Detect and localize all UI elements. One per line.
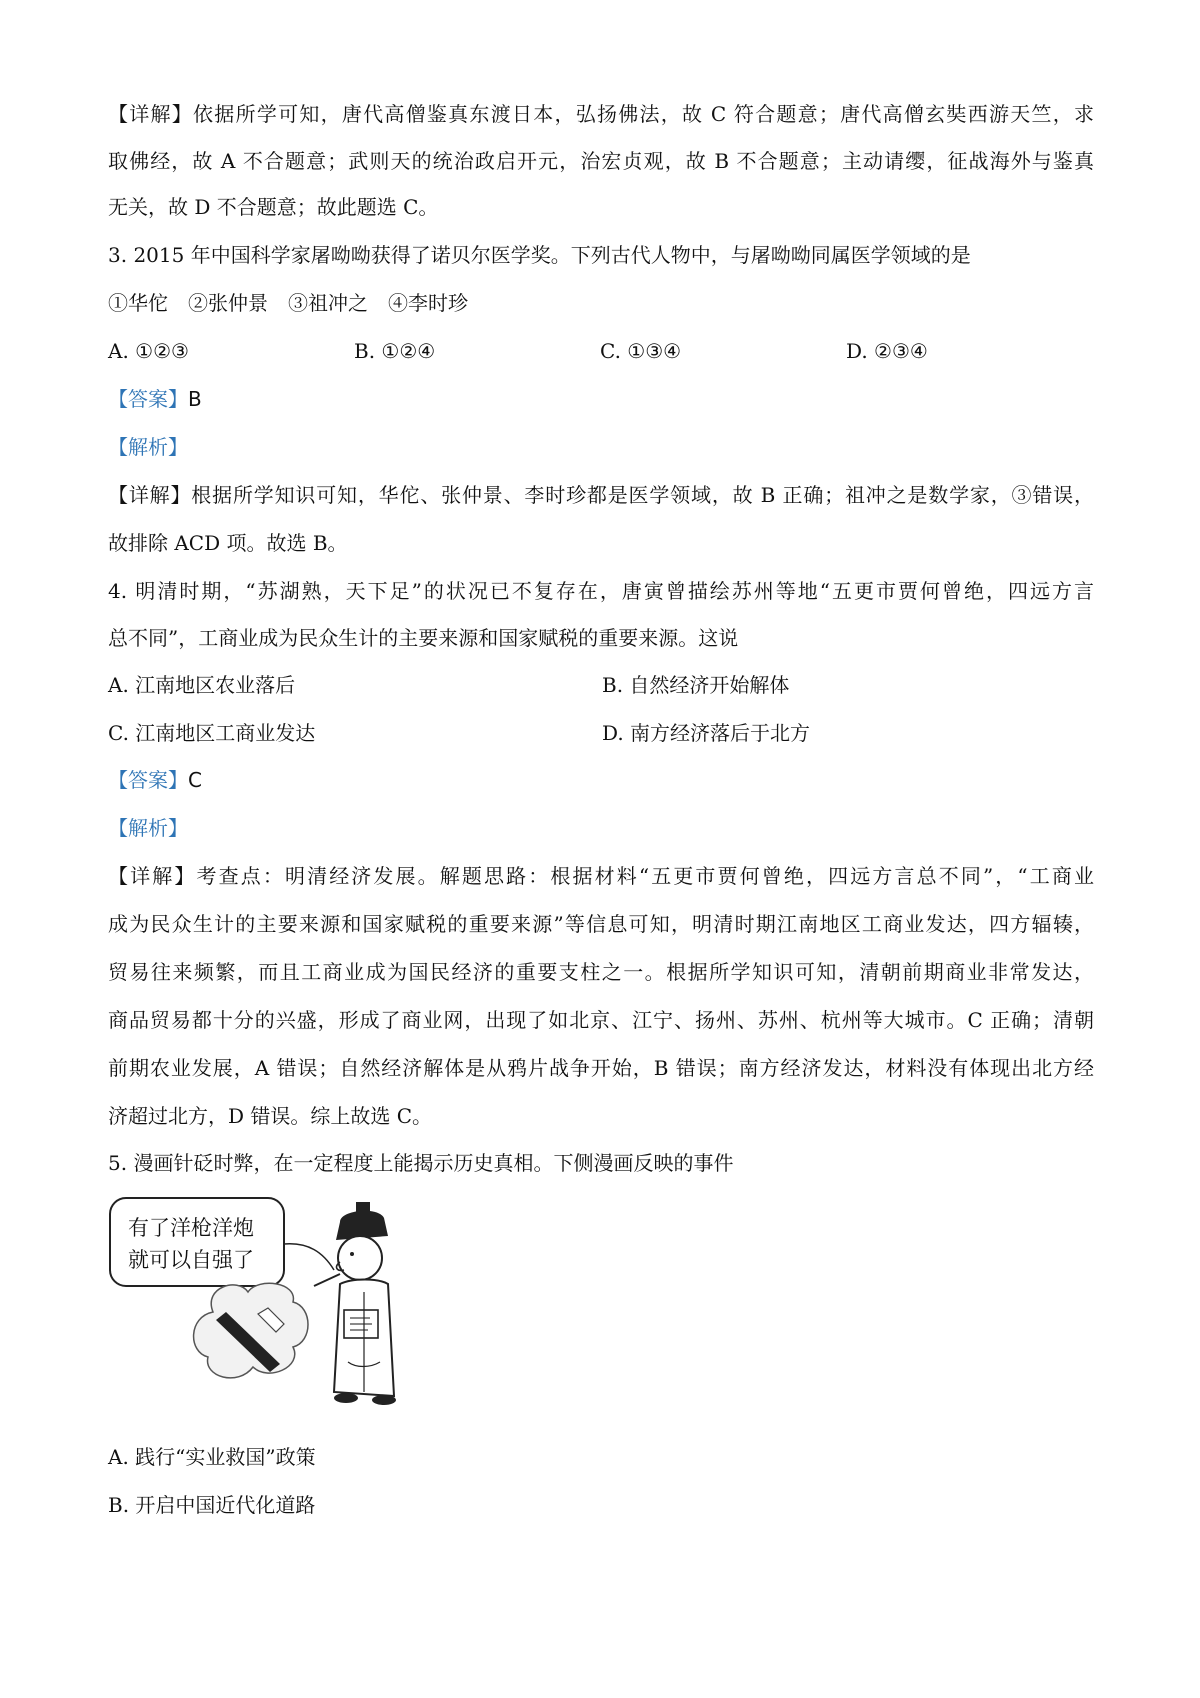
q4-option-d: D. 南方经济落后于北方 <box>602 721 811 745</box>
q3-option-a: A. ①②③ <box>108 339 189 363</box>
q4-stem-line-2: 总不同”，工商业成为民众生计的主要来源和国家赋税的重要来源。这说 <box>108 626 739 650</box>
q4-option-a: A. 江南地区农业落后 <box>108 673 296 697</box>
speech-bubble-text <box>128 1212 278 1276</box>
answer-value: B <box>188 387 202 411</box>
q3-analysis-label: 【解析】 <box>108 435 188 459</box>
q3-answer <box>108 384 202 414</box>
q4-detail-line-4: 商品贸易都十分的兴盛，形成了商业网，出现了如北京、江宁、扬州、苏州、杭州等大城市。C 正确；清朝 <box>108 1008 1094 1032</box>
q3-option-c: C. ①③④ <box>600 339 682 363</box>
q4-answer <box>108 765 202 795</box>
detail-label: 【详解】 <box>108 102 194 126</box>
q3-detail-line-1: 【详解】根据所学知识可知，华佗、张仲景、李时珍都是医学领域，故 B 正确；祖冲之是数学家，③错误， <box>108 483 1095 507</box>
speech-line-1: 有了洋枪洋炮 <box>128 1216 254 1240</box>
q3-stem: 3. 2015 年中国科学家屠呦呦获得了诺贝尔医学奖。下列古代人物中，与屠呦呦同属医学领域的是 <box>108 243 971 267</box>
q3-options <box>108 336 1094 366</box>
q4-detail-line-6: 济超过北方，D 错误。综上故选 C。 <box>108 1104 433 1128</box>
q4-analysis-label: 【解析】 <box>108 816 188 840</box>
q4-option-c: C. 江南地区工商业发达 <box>108 721 316 745</box>
q2-detail-line-1: 【详解】依据所学可知，唐代高僧鉴真东渡日本，弘扬佛法，故 C 符合题意；唐代高僧玄奘西游天竺，求 <box>108 102 1094 126</box>
q3-option-b: B. ①②④ <box>354 339 436 363</box>
cartoon-image <box>108 1192 418 1414</box>
q4-detail-line-5: 前期农业发展，A 错误；自然经济解体是从鸦片战争开始，B 错误；南方经济发达，材料没有体现出北方经 <box>108 1056 1094 1080</box>
q4-options-row-2 <box>108 718 1094 748</box>
q5-option-a: A. 践行“实业救国”政策 <box>108 1445 316 1469</box>
q2-detail-line-3: 无关，故 D 不合题意；故此题选 C。 <box>108 195 439 219</box>
q3-detail-line-2: 故排除 ACD 项。故选 B。 <box>108 531 348 555</box>
answer-value: C <box>188 768 202 792</box>
q3-items: ①华佗 ②张仲景 ③祖冲之 ④李时珍 <box>108 291 468 315</box>
detail-label: 【详解】 <box>108 483 192 507</box>
answer-label: 【答案】 <box>108 387 188 411</box>
q4-stem-line-1: 4. 明清时期，“苏湖熟，天下足”的状况已不复存在，唐寅曾描绘苏州等地“五更市贾何曾绝，四远方言 <box>108 579 1094 603</box>
speech-line-2: 就可以自强了 <box>128 1248 254 1272</box>
q4-options-row-1 <box>108 670 1094 700</box>
q4-option-b: B. 自然经济开始解体 <box>602 673 790 697</box>
q4-detail-line-2: 成为民众生计的主要来源和国家赋税的重要来源”等信息可知，明清时期江南地区工商业发达，四方辐辏， <box>108 912 1094 936</box>
q5-stem: 5. 漫画针砭时弊，在一定程度上能揭示历史真相。下侧漫画反映的事件 <box>108 1151 734 1175</box>
q4-detail-line-1: 【详解】考查点：明清经济发展。解题思路：根据材料“五更市贾何曾绝，四远方言总不同”，“工商业 <box>108 864 1094 888</box>
q5-option-b: B. 开启中国近代化道路 <box>108 1493 316 1517</box>
detail-label: 【详解】 <box>108 864 197 888</box>
answer-label: 【答案】 <box>108 768 188 792</box>
q4-detail-line-3: 贸易往来频繁，而且工商业成为国民经济的重要支柱之一。根据所学知识可知，清朝前期商业非常发达， <box>108 960 1094 984</box>
q3-option-d: D. ②③④ <box>846 339 928 363</box>
q2-detail-line-2: 取佛经，故 A 不合题意；武则天的统治政启开元，治宏贞观，故 B 不合题意；主动请缨，征战海外与鉴真 <box>108 149 1094 173</box>
